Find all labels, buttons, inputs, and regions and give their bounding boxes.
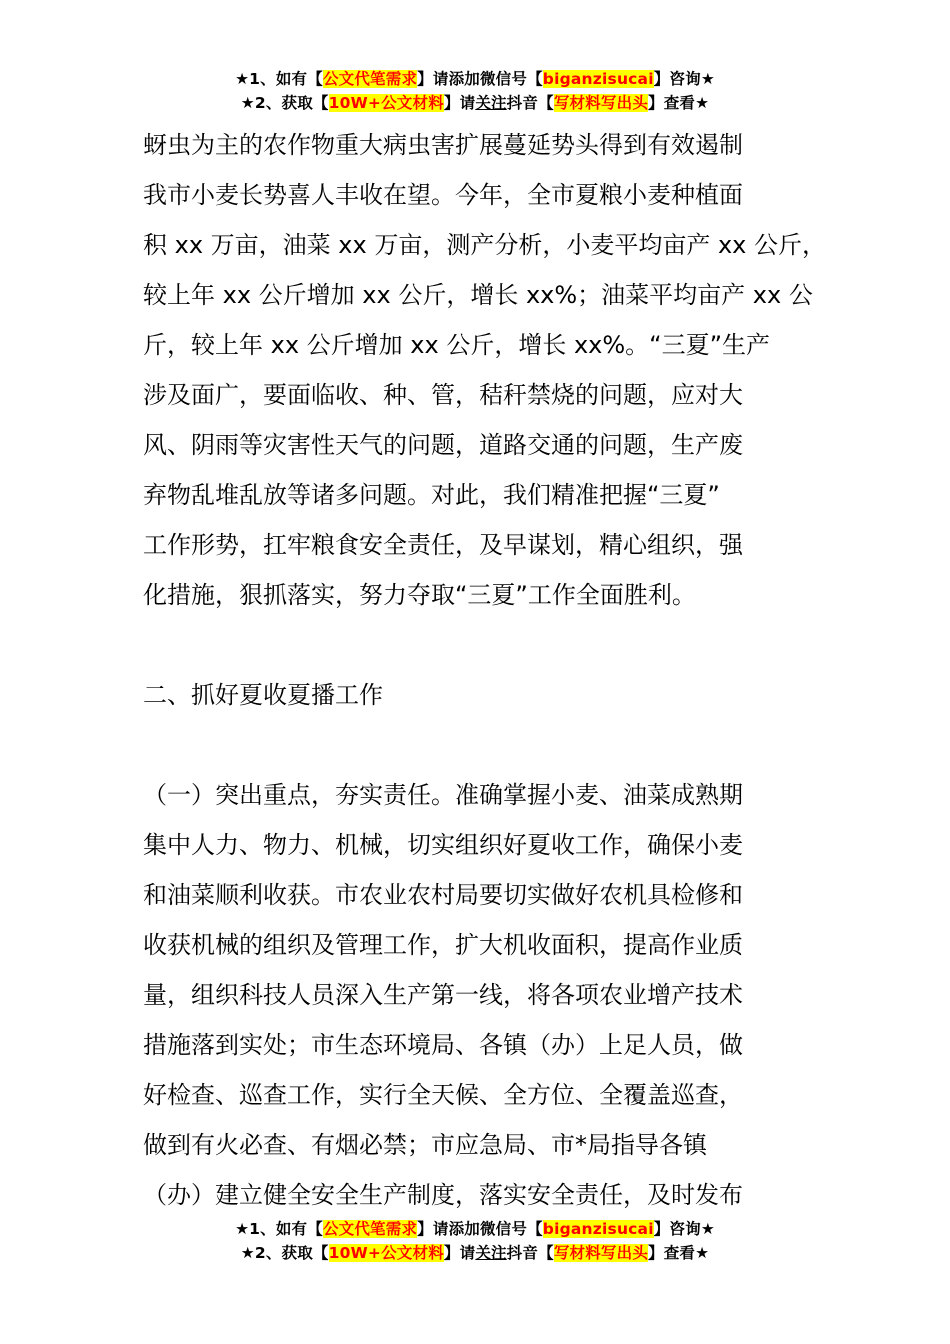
text-line: 量，组织科技人员深入生产第一线，将各项农业增产技术 [143,981,743,1009]
banner-text: 微信号【 [479,1220,543,1238]
banner-text: ★1、如有【 [235,1220,323,1238]
text-line: （一）突出重点，夯实责任。准确掌握小麦、油菜成熟期 [143,781,743,809]
text-line: 我市小麦长势喜人丰收在望。今年，全市夏粮小麦种植面 [143,181,743,209]
banner-text: ★2、获取【 [240,94,329,112]
text-line: 工作形势，扛牢粮食安全责任，及早谋划，精心组织，强 [143,531,743,559]
text-line: 蚜虫为主的农作物重大病虫害扩展蔓延势头得到有效遏制 [143,131,743,159]
banner-text: 关注 [475,1244,507,1262]
document-body [143,120,826,1220]
section-heading [143,670,823,720]
text-line: 较上年 xx 公斤增加 xx 公斤，增长 xx%；油菜平均亩产 xx 公 [143,281,813,309]
banner-text: 添加 [448,1220,480,1238]
banner-text: 】请 [417,1220,449,1238]
banner-highlight: 写材料写出头 [553,94,649,112]
paragraph-2 [143,770,823,1220]
text-line: 集中人力、物力、机械，切实组织好夏收工作，确保小麦 [143,831,743,859]
banner-text: ★2、获取【 [240,1244,329,1262]
banner-highlight: 写材料写出头 [553,1244,649,1262]
banner-text: 抖音【 [506,1244,554,1262]
text-line: 斤，较上年 xx 公斤增加 xx 公斤，增长 xx%。“三夏”生产 [143,331,771,359]
banner-text: 】查看★ [648,94,710,112]
banner-text: 】请 [443,1244,476,1262]
banner-bottom-line-2 [0,1242,950,1264]
banner-text: 】查看★ [648,1244,710,1262]
banner-text: 抖音【 [506,94,554,112]
banner-text: 】请 [443,94,476,112]
banner-top-line-2 [0,92,950,114]
paragraph-1 [143,120,826,620]
heading-text: 二、抓好夏收夏播工作 [143,681,383,709]
banner-highlight: 10W+公文材料 [328,1244,444,1262]
text-line: 涉及面广，要面临收、种、管，秸秆禁烧的问题，应对大 [143,381,743,409]
banner-text: 关注 [475,94,507,112]
banner-text: 】咨询★ [653,70,715,88]
text-line: 做到有火必查、有烟必禁；市应急局、市*局指导各镇 [143,1131,707,1159]
text-line: 好检查、巡查工作，实行全天候、全方位、全覆盖巡查， [143,1081,743,1109]
banner-highlight: biganzisucai [542,70,654,88]
banner-text: 添加 [448,70,480,88]
banner-highlight: 公文代笔需求 [322,70,418,88]
text-line: 收获机械的组织及管理工作，扩大机收面积，提高作业质 [143,931,743,959]
text-line: 风、阴雨等灾害性天气的问题，道路交通的问题，生产废 [143,431,743,459]
banner-highlight: 公文代笔需求 [322,1220,418,1238]
banner-text: ★1、如有【 [235,70,323,88]
text-line: （办）建立健全安全生产制度，落实安全责任，及时发布 [143,1181,743,1209]
banner-top-line-1 [0,68,950,90]
banner-text: 】咨询★ [653,1220,715,1238]
banner-text: 】请 [417,70,449,88]
banner-text: 微信号【 [479,70,543,88]
text-line: 积 xx 万亩，油菜 xx 万亩，测产分析，小麦平均亩产 xx 公斤， [143,231,826,259]
text-line: 措施落到实处；市生态环境局、各镇（办）上足人员，做 [143,1031,743,1059]
text-line: 和油菜顺利收获。市农业农村局要切实做好农机具检修和 [143,881,743,909]
text-line: 弃物乱堆乱放等诸多问题。对此，我们精准把握“三夏” [143,481,720,509]
text-line: 化措施，狠抓落实，努力夺取“三夏”工作全面胜利。 [143,581,696,609]
banner-highlight: 10W+公文材料 [328,94,444,112]
banner-highlight: biganzisucai [542,1220,654,1238]
banner-bottom-line-1 [0,1218,950,1240]
